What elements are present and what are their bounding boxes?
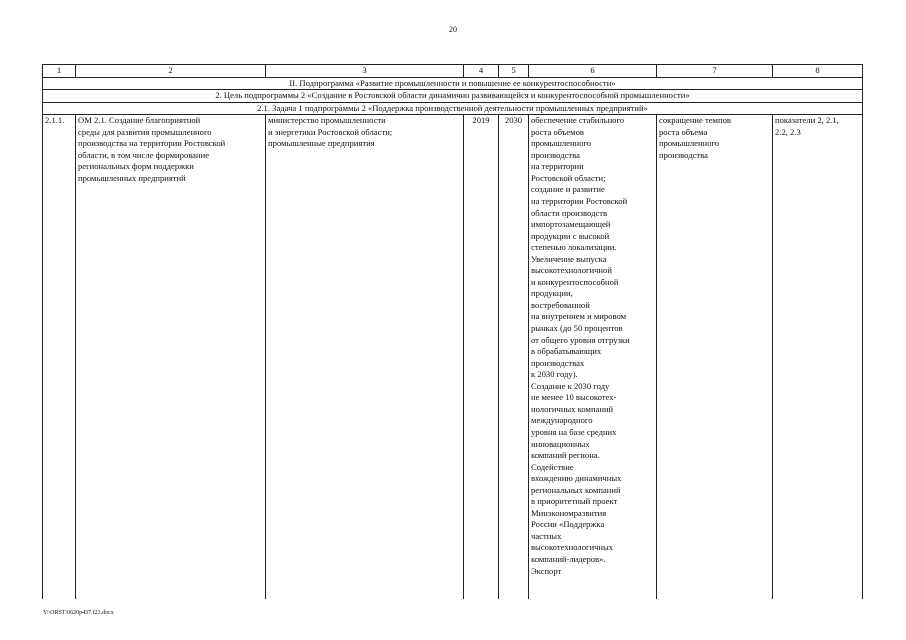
- result-line: производства: [531, 149, 580, 160]
- task-row: [43, 102, 863, 115]
- subprogram-title: II. Подпрограмма «Развитие промышленности и повышение ее конкурентоспособности»: [43, 77, 863, 90]
- result-line: Экспорт: [531, 565, 562, 576]
- header-cell: 7: [657, 65, 773, 78]
- measure-name: ОМ 2.1. Создание благоприятной среды для развития промышленного производства на территории Ростовской области, в том числе формирование региональных форм поддержки промышленных предприятий: [76, 115, 266, 600]
- header-cell: 8: [773, 65, 863, 78]
- result-line: компаний-лидеров».: [531, 553, 606, 564]
- result-line: на территории Ростовской: [531, 196, 628, 207]
- result-line: инновационных: [531, 438, 590, 449]
- row-number: 2.1.1.: [43, 115, 76, 600]
- result-line: востребованной: [531, 299, 590, 310]
- header-row: [43, 65, 863, 78]
- result-line: промышленного: [531, 138, 592, 149]
- program-table: [42, 64, 863, 599]
- result-line: вхождению динамичных: [531, 473, 622, 484]
- end-year: 2030: [499, 115, 529, 600]
- result-line: частных: [531, 530, 562, 541]
- result-line: Создание к 2030 году: [531, 380, 610, 391]
- result-line: к 2030 году).: [531, 369, 578, 380]
- result-line: Минэкономразвития: [531, 507, 607, 518]
- result-line: международного: [531, 415, 593, 426]
- result-line: уровня на базе средних: [531, 426, 617, 437]
- indicators: показатели 2, 2.1, 2.2, 2.3: [773, 115, 863, 600]
- result-line: не менее 10 высокотех-: [531, 392, 617, 403]
- goal-row: [43, 90, 863, 103]
- start-year: 2019: [464, 115, 499, 600]
- header-cell: 2: [76, 65, 266, 78]
- consequences: сокращение темпов роста объема промышленного производства: [657, 115, 773, 600]
- page-number: 20: [449, 25, 457, 34]
- result-line: продукции с высокой: [531, 230, 610, 241]
- result-line: в обрабатывающих: [531, 346, 602, 357]
- result-line: России «Поддержка: [531, 519, 605, 530]
- result-line: обеспечение стабильного: [531, 115, 625, 126]
- table-row: [43, 115, 863, 600]
- result-line: Содействие: [531, 461, 574, 472]
- result-line: региональных компаний: [531, 484, 621, 495]
- goal-title: 2. Цель подпрограммы 2 «Создание в Ростовской области динамично развивающейся и конкурентоспособной промышленности»: [43, 90, 863, 103]
- header-cell: 1: [43, 65, 76, 78]
- result-line: продукции,: [531, 288, 573, 299]
- header-cell: 5: [499, 65, 529, 78]
- result-line: создание и развитие: [531, 184, 605, 195]
- result-line: области производств: [531, 207, 608, 218]
- result-line: роста объемов: [531, 126, 584, 137]
- result-line: на территории: [531, 161, 584, 172]
- header-cell: 3: [266, 65, 464, 78]
- header-cell: 6: [529, 65, 657, 78]
- expected-result: [529, 115, 657, 600]
- header-cell: 4: [464, 65, 499, 78]
- section-row: [43, 77, 863, 90]
- result-line: высокотехнологичной: [531, 265, 612, 276]
- result-line: в приоритетный проект: [531, 496, 618, 507]
- result-line: и конкурентоспособной: [531, 276, 619, 287]
- result-line: от общего уровня отгрузки: [531, 334, 630, 345]
- result-line: компаний региона.: [531, 450, 600, 461]
- file-path-footer: Y:\ORST\0620p437.f23.docx: [43, 610, 114, 616]
- result-line: нологичных компаний: [531, 403, 614, 414]
- result-line: на внутреннем и мировом: [531, 311, 627, 322]
- result-line: степенью локализации.: [531, 242, 617, 253]
- result-line: импортозамещающей: [531, 219, 611, 230]
- result-line: рынках (до 50 процентов: [531, 323, 623, 334]
- executor: министерство промышленности и энергетики Ростовской области; промышленные предприятия: [266, 115, 464, 600]
- result-line: высокотехнологичных: [531, 542, 614, 553]
- result-line: Увеличение выпуска: [531, 253, 607, 264]
- result-line: производствах: [531, 357, 585, 368]
- result-line: Ростовской области;: [531, 172, 606, 183]
- task-title: 2.1. Задача 1 подпрограммы 2 «Поддержка производственной деятельности промышленных предприятий»: [43, 102, 863, 115]
